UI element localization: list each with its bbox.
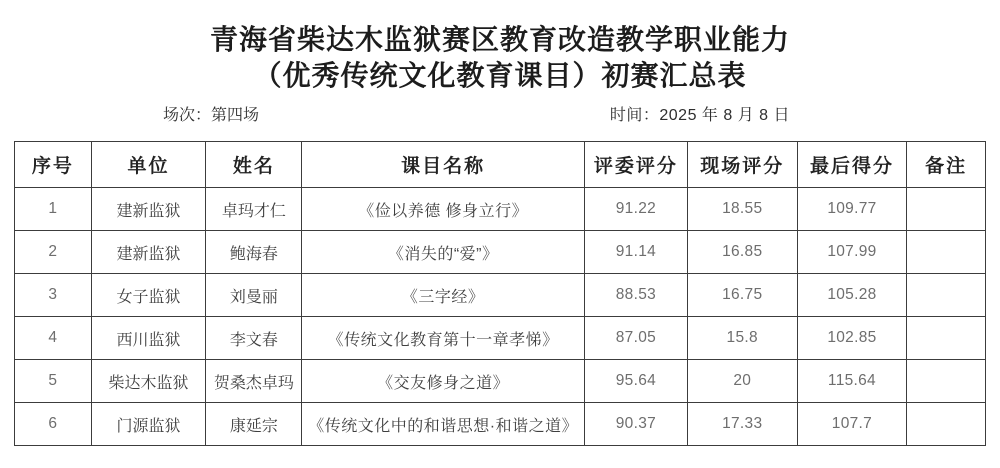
cell-name: 刘曼丽 <box>206 274 302 317</box>
header-course: 课目名称 <box>302 142 585 188</box>
cell-final-score: 102.85 <box>797 317 907 360</box>
cell-course: 《三字经》 <box>302 274 585 317</box>
time-label: 时间：2025 年 8 月 8 日 <box>609 106 790 124</box>
cell-remark <box>907 188 986 231</box>
table-row <box>15 317 986 360</box>
cell-unit: 建新监狱 <box>91 188 206 231</box>
cell-live-score: 17.33 <box>687 403 797 446</box>
cell-unit: 柴达木监狱 <box>91 360 206 403</box>
cell-name: 贺桑杰卓玛 <box>206 360 302 403</box>
cell-final-score: 115.64 <box>797 360 907 403</box>
cell-course: 《传统文化教育第十一章孝悌》 <box>302 317 585 360</box>
cell-final-score: 107.7 <box>797 403 907 446</box>
header-judge-score: 评委评分 <box>584 142 687 188</box>
score-summary-table <box>14 141 986 446</box>
cell-judge-score: 95.64 <box>584 360 687 403</box>
cell-name: 卓玛才仁 <box>206 188 302 231</box>
cell-final-score: 107.99 <box>797 231 907 274</box>
table-row <box>15 274 986 317</box>
header-final-score: 最后得分 <box>797 142 907 188</box>
cell-final-score: 105.28 <box>797 274 907 317</box>
header-serial: 序号 <box>15 142 92 188</box>
meta-row <box>0 101 1000 125</box>
cell-unit: 建新监狱 <box>91 231 206 274</box>
cell-name: 李文春 <box>206 317 302 360</box>
header-row <box>15 142 986 188</box>
cell-course: 《交友修身之道》 <box>302 360 585 403</box>
document-title <box>0 0 1000 94</box>
cell-unit: 西川监狱 <box>91 317 206 360</box>
table-body <box>15 188 986 446</box>
cell-serial: 4 <box>15 317 92 360</box>
cell-judge-score: 87.05 <box>584 317 687 360</box>
cell-unit: 女子监狱 <box>91 274 206 317</box>
table-row <box>15 188 986 231</box>
cell-serial: 2 <box>15 231 92 274</box>
cell-remark <box>907 274 986 317</box>
cell-name: 鲍海春 <box>206 231 302 274</box>
cell-final-score: 109.77 <box>797 188 907 231</box>
table-row <box>15 231 986 274</box>
header-remark: 备注 <box>907 142 986 188</box>
cell-serial: 6 <box>15 403 92 446</box>
session-label: 场次：第四场 <box>163 106 260 124</box>
cell-serial: 5 <box>15 360 92 403</box>
cell-remark <box>907 231 986 274</box>
title-line-1: 青海省柴达木监狱赛区教育改造教学职业能力 <box>209 24 790 55</box>
cell-remark <box>907 360 986 403</box>
header-unit: 单位 <box>91 142 206 188</box>
cell-live-score: 18.55 <box>687 188 797 231</box>
cell-course: 《传统文化中的和谐思想·和谐之道》 <box>302 403 585 446</box>
cell-live-score: 16.75 <box>687 274 797 317</box>
cell-course: 《消失的“爱”》 <box>302 231 585 274</box>
cell-live-score: 16.85 <box>687 231 797 274</box>
cell-remark <box>907 403 986 446</box>
header-name: 姓名 <box>206 142 302 188</box>
cell-remark <box>907 317 986 360</box>
table-header <box>15 142 986 188</box>
cell-unit: 门源监狱 <box>91 403 206 446</box>
cell-judge-score: 91.22 <box>584 188 687 231</box>
cell-judge-score: 90.37 <box>584 403 687 446</box>
cell-serial: 1 <box>15 188 92 231</box>
cell-serial: 3 <box>15 274 92 317</box>
header-live-score: 现场评分 <box>687 142 797 188</box>
cell-course: 《俭以养德 修身立行》 <box>302 188 585 231</box>
cell-judge-score: 91.14 <box>584 231 687 274</box>
title-line-2: （优秀传统文化教育课目）初赛汇总表 <box>253 60 747 91</box>
cell-live-score: 15.8 <box>687 317 797 360</box>
cell-live-score: 20 <box>687 360 797 403</box>
cell-judge-score: 88.53 <box>584 274 687 317</box>
table-row <box>15 360 986 403</box>
table-row <box>15 403 986 446</box>
cell-name: 康延宗 <box>206 403 302 446</box>
